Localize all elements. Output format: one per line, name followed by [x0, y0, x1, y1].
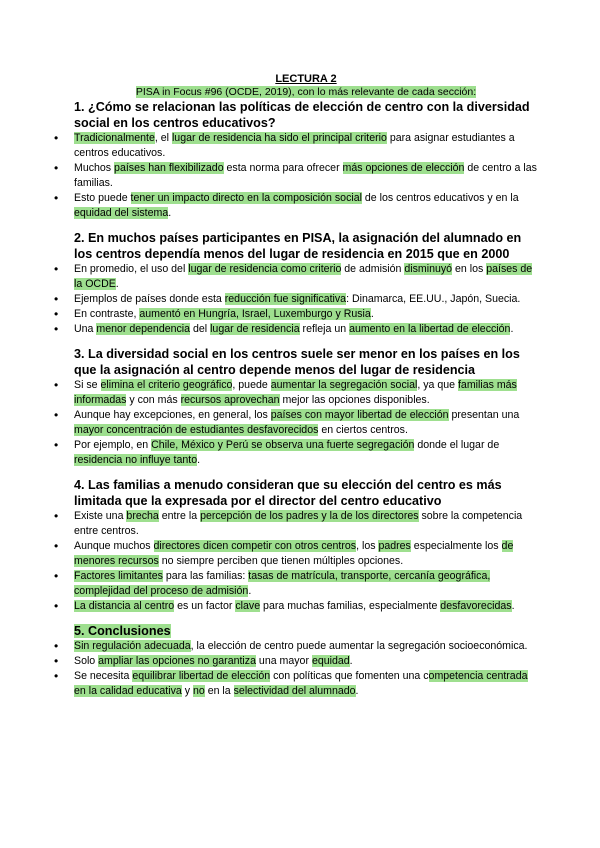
bullet-text: Solo	[74, 655, 99, 667]
bullet-text: presentan una	[448, 409, 520, 421]
bullet-text: .	[115, 278, 119, 290]
bullet-item	[54, 378, 538, 408]
bullet-item	[54, 539, 538, 569]
bullet-text: una mayor	[255, 655, 312, 667]
bullet-text: entre la	[158, 510, 201, 522]
highlighted-text: Tradicionalmente	[74, 132, 155, 144]
highlighted-text: ompetencia centrada en la calidad educativa	[74, 670, 528, 697]
highlighted-text: familias más informadas	[74, 379, 517, 406]
highlighted-text: aumentar la segregación social	[270, 379, 418, 391]
bullet-text: Una	[74, 323, 97, 335]
bullet-text: especialmente los	[410, 540, 502, 552]
bullet-item	[54, 639, 538, 654]
highlighted-text: brecha	[126, 510, 159, 522]
bullet-text: En contraste,	[74, 308, 140, 320]
bullet-text: En promedio, el uso del	[74, 263, 189, 275]
highlighted-text: equidad	[311, 655, 350, 667]
highlighted-text: no	[192, 685, 205, 697]
bullet-item	[54, 262, 538, 292]
bullet-text: en la	[204, 685, 234, 697]
bullet-text: de centro a las familias.	[74, 162, 537, 189]
highlighted-text: recursos aprovechan	[180, 394, 280, 406]
bullet-text: .	[370, 308, 374, 320]
bullet-item	[54, 654, 538, 669]
bullet-text: Aunque muchos	[74, 540, 154, 552]
section-3	[54, 346, 538, 468]
highlighted-text: Factores limitantes	[74, 570, 163, 582]
conclusions-heading-highlight: 5. Conclusiones	[74, 624, 171, 638]
bullet-text: Muchos	[74, 162, 115, 174]
highlighted-text: La distancia al centro	[74, 600, 175, 612]
bullet-list	[54, 131, 538, 221]
bullet-list	[54, 639, 538, 699]
document-subtitle	[74, 86, 538, 99]
highlighted-text: equilibrar libertad de elección	[132, 670, 271, 682]
highlighted-text: disminuyó	[404, 263, 453, 275]
bullet-text: Si se	[74, 379, 101, 391]
highlighted-text: más opciones de elección	[342, 162, 465, 174]
bullet-item	[54, 307, 538, 322]
bullet-item	[54, 408, 538, 438]
bullet-text: mejor las opciones disponibles.	[279, 394, 430, 406]
bullet-item	[54, 599, 538, 614]
bullet-item	[54, 161, 538, 191]
bullet-item	[54, 131, 538, 161]
highlighted-text: equidad del sistema	[74, 207, 169, 219]
highlighted-text: clave	[235, 600, 261, 612]
bullet-text: : Dinamarca, EE.UU., Japón, Suecia.	[346, 293, 521, 305]
bullet-text: .	[349, 655, 353, 667]
bullet-text: esta norma para ofrecer	[223, 162, 343, 174]
bullet-text: sobre la competencia entre centros.	[74, 510, 523, 537]
bullet-text: Ejemplos de países donde esta	[74, 293, 225, 305]
bullet-text: .	[248, 585, 252, 597]
highlighted-text: desfavorecidas	[440, 600, 512, 612]
bullet-list	[54, 262, 538, 337]
bullet-text: .	[511, 600, 515, 612]
highlighted-text: reducción fue significativa	[224, 293, 347, 305]
bullet-text: de admisión	[341, 263, 405, 275]
highlighted-text: padres	[378, 540, 411, 552]
highlighted-text: selectividad del alumnado	[233, 685, 356, 697]
bullet-text: en los	[452, 263, 487, 275]
bullet-text: , la elección de centro puede aumentar la segregación socioeconómica.	[190, 640, 528, 652]
subtitle-highlight: PISA in Focus #96 (OCDE, 2019), con lo más relevante de cada sección:	[135, 86, 477, 98]
bullet-text: .	[510, 323, 514, 335]
highlighted-text: lugar de residencia ha sido el principal criterio	[171, 132, 387, 144]
bullet-text: Por ejemplo, en	[74, 439, 152, 451]
section-1	[54, 99, 538, 221]
bullet-text: , los	[356, 540, 379, 552]
bullet-text: y	[181, 685, 193, 697]
section-heading: 1. ¿Cómo se relacionan las políticas de elección de centro con la diversidad social en los centros educativos?	[74, 100, 530, 130]
bullet-text: Se necesita	[74, 670, 133, 682]
bullet-text: , ya que	[417, 379, 458, 391]
bullet-item	[54, 669, 538, 699]
highlighted-text: aumento en la libertad de elección	[349, 323, 511, 335]
bullet-item	[54, 191, 538, 221]
bullet-list	[54, 378, 538, 468]
highlighted-text: países con mayor libertad de elección	[270, 409, 449, 421]
bullet-text: no siempre perciben que tienen múltiples opciones.	[158, 555, 404, 567]
bullet-text: para asignar estudiantes a centros educativos.	[74, 132, 515, 159]
section-2	[54, 230, 538, 337]
section-heading: 2. En muchos países participantes en PISA, la asignación del alumnado en los centros dependía menos del lugar de residencia en 2015 que en 2000	[74, 231, 522, 261]
bullet-item	[54, 292, 538, 307]
highlighted-text: aumentó en Hungría, Israel, Luxemburgo y Rusia	[139, 308, 371, 320]
bullet-text: de los centros educativos y en la	[361, 192, 519, 204]
highlighted-text: Chile, México y Perú se observa una fuerte segregación	[151, 439, 415, 451]
bullet-text: , puede	[232, 379, 271, 391]
bullet-text: y con más	[126, 394, 181, 406]
bullet-text: .	[197, 454, 201, 466]
bullet-item	[54, 509, 538, 539]
section-5	[54, 623, 538, 699]
highlighted-text: países han flexibilizado	[114, 162, 224, 174]
highlighted-text: de menores recursos	[74, 540, 514, 567]
highlighted-text: ampliar las opciones no garantiza	[98, 655, 256, 667]
bullet-text: es un factor	[174, 600, 236, 612]
bullet-text: donde el lugar de	[414, 439, 500, 451]
bullet-text: Existe una	[74, 510, 127, 522]
bullet-text: , el	[154, 132, 172, 144]
document-title: LECTURA 2	[275, 73, 337, 85]
highlighted-text: elimina el criterio geográfico	[100, 379, 233, 391]
bullet-text: Aunque hay excepciones, en general, los	[74, 409, 271, 421]
bullet-text: Esto puede	[74, 192, 131, 204]
highlighted-text: lugar de residencia	[210, 323, 300, 335]
bullet-text: .	[355, 685, 359, 697]
bullet-text: .	[168, 207, 172, 219]
highlighted-text: percepción de los padres y la de los directores	[200, 510, 419, 522]
highlighted-text: países de la OCDE	[74, 263, 533, 290]
bullet-item	[54, 438, 538, 468]
highlighted-text: tener un impacto directo en la composición social	[130, 192, 362, 204]
bullet-text: con políticas que fomenten una c	[270, 670, 429, 682]
bullet-text: para muchas familias, especialmente	[260, 600, 441, 612]
highlighted-text: lugar de residencia como criterio	[188, 263, 342, 275]
highlighted-text: menor dependencia	[96, 323, 191, 335]
bullet-list	[54, 509, 538, 614]
section-4	[54, 477, 538, 614]
section-heading: 4. Las familias a menudo consideran que su elección del centro es más limitada que la expresada por el director del centro educativo	[74, 478, 502, 508]
highlighted-text: mayor concentración de estudiantes desfavorecidos	[74, 424, 319, 436]
bullet-item	[54, 569, 538, 599]
highlighted-text: Sin regulación adecuada	[74, 640, 191, 652]
bullet-text: del	[190, 323, 211, 335]
highlighted-text: residencia no influye tanto	[74, 454, 198, 466]
bullet-item	[54, 322, 538, 337]
bullet-text: para las familias:	[162, 570, 249, 582]
bullet-text: refleja un	[299, 323, 350, 335]
bullet-text: en ciertos centros.	[318, 424, 408, 436]
section-heading: 3. La diversidad social en los centros suele ser menor en los países en los que la asignación al centro depende menos del lugar de residencia	[74, 347, 520, 377]
highlighted-text: tasas de matrícula, transporte, cercanía geográfica, complejidad del proceso de admisión	[74, 570, 491, 597]
section-heading	[54, 623, 538, 639]
highlighted-text: directores dicen competir con otros centros	[153, 540, 357, 552]
